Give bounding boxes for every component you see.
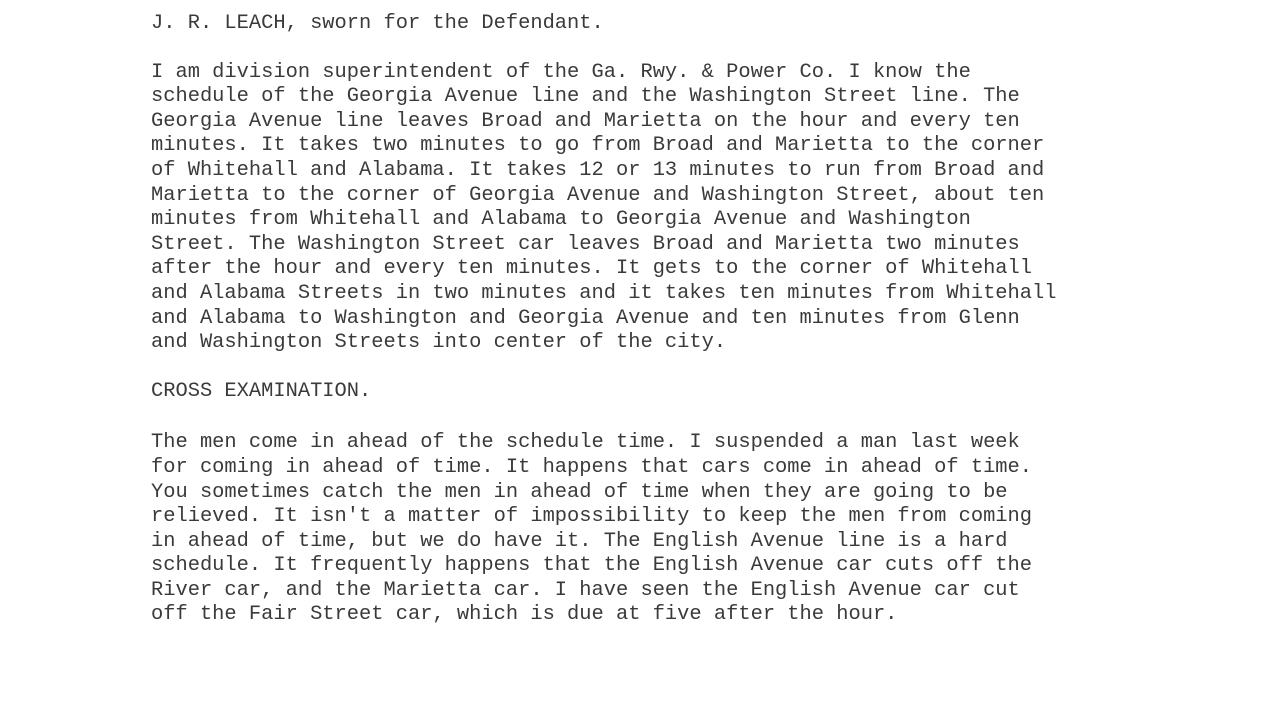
text-line: and Alabama to Washington and Georgia Avenue and ten minutes from Glenn: [151, 306, 1020, 330]
text-line: minutes. It takes two minutes to go from Broad and Marietta to the corner: [151, 134, 1045, 158]
text-line: schedule. It frequently happens that the English Avenue car cuts off the: [151, 554, 1033, 578]
text-line: I am division superintendent of the Ga. Rwy. & Power Co. I know the: [151, 60, 971, 84]
cross-examination-heading: CROSS EXAMINATION.: [151, 379, 372, 403]
text-line: minutes from Whitehall and Alabama to Georgia Avenue and Washington: [151, 208, 971, 232]
direct-testimony-paragraph: [151, 61, 1251, 356]
witness-heading: J. R. LEACH, sworn for the Defendant.: [151, 12, 604, 35]
text-line: relieved. It isn't a matter of impossibility to keep the men from coming: [151, 505, 1033, 529]
text-line: in ahead of time, but we do have it. The English Avenue line is a hard: [151, 529, 1008, 553]
document-page: [151, 12, 1251, 652]
text-line: The men come in ahead of the schedule time. I suspended a man last week: [151, 431, 1020, 455]
text-line: River car, and the Marietta car. I have seen the English Avenue car cut: [151, 578, 1020, 602]
text-line: off the Fair Street car, which is due at five after the hour.: [151, 603, 898, 627]
text-line: Georgia Avenue line leaves Broad and Marietta on the hour and every ten: [151, 109, 1020, 133]
text-line: of Whitehall and Alabama. It takes 12 or 13 minutes to run from Broad and: [151, 158, 1045, 182]
text-line: after the hour and every ten minutes. It gets to the corner of Whitehall: [151, 257, 1033, 281]
text-line: schedule of the Georgia Avenue line and the Washington Street line. The: [151, 85, 1020, 109]
text-line: Marietta to the corner of Georgia Avenue and Washington Street, about ten: [151, 183, 1045, 207]
text-line: Street. The Washington Street car leaves Broad and Marietta two minutes: [151, 232, 1020, 256]
text-line: and Alabama Streets in two minutes and it takes ten minutes from Whitehall: [151, 281, 1057, 305]
text-line: You sometimes catch the men in ahead of time when they are going to be: [151, 480, 1008, 504]
cross-examination-paragraph: [151, 431, 1251, 628]
text-line: and Washington Streets into center of the city.: [151, 331, 727, 355]
text-line: for coming in ahead of time. It happens that cars come in ahead of time.: [151, 455, 1033, 479]
